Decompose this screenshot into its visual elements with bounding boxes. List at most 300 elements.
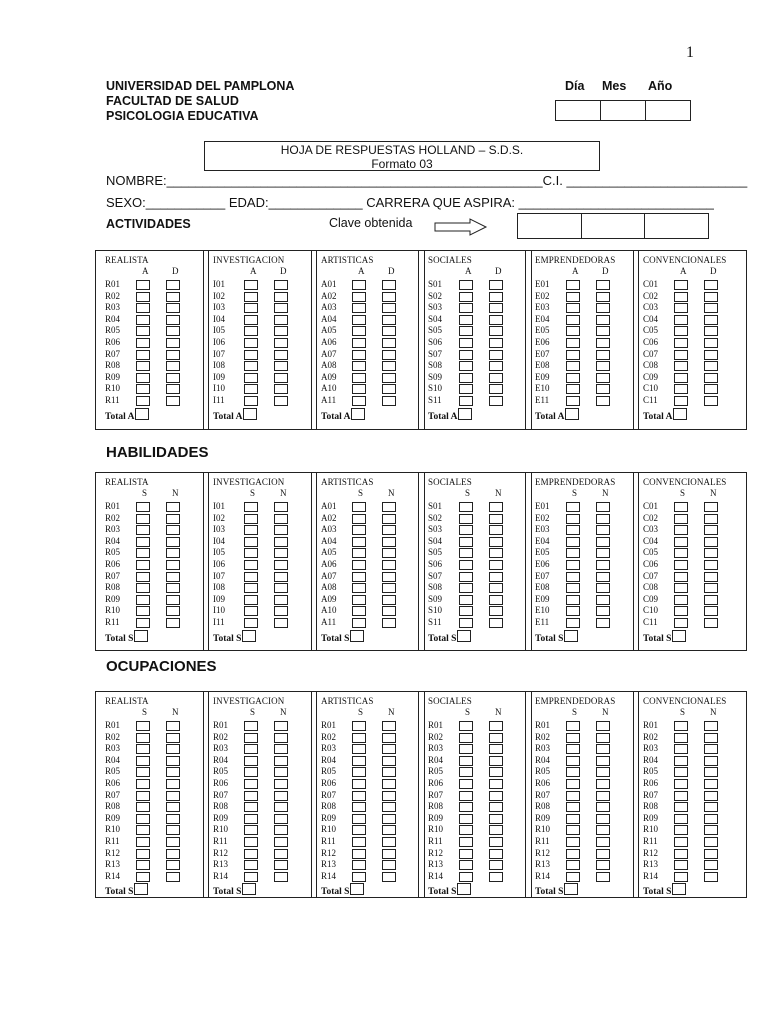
answer-checkbox-2[interactable] [489, 606, 503, 616]
answer-checkbox-2[interactable] [596, 744, 610, 754]
answer-checkbox-1[interactable] [674, 514, 688, 524]
answer-checkbox-2[interactable] [704, 791, 718, 801]
answer-checkbox-1[interactable] [136, 849, 150, 859]
answer-checkbox-1[interactable] [566, 721, 580, 731]
answer-checkbox-1[interactable] [674, 350, 688, 360]
answer-checkbox-2[interactable] [596, 802, 610, 812]
answer-checkbox-1[interactable] [566, 791, 580, 801]
answer-checkbox-1[interactable] [244, 292, 258, 302]
answer-checkbox-1[interactable] [244, 779, 258, 789]
answer-checkbox-2[interactable] [274, 326, 288, 336]
answer-checkbox-2[interactable] [704, 338, 718, 348]
answer-checkbox-2[interactable] [274, 721, 288, 731]
answer-checkbox-2[interactable] [274, 560, 288, 570]
answer-checkbox-2[interactable] [596, 292, 610, 302]
answer-checkbox-2[interactable] [489, 292, 503, 302]
answer-checkbox-1[interactable] [566, 525, 580, 535]
answer-checkbox-2[interactable] [274, 595, 288, 605]
answer-checkbox-2[interactable] [489, 350, 503, 360]
answer-checkbox-1[interactable] [566, 606, 580, 616]
answer-checkbox-2[interactable] [274, 825, 288, 835]
answer-checkbox-1[interactable] [352, 361, 366, 371]
answer-checkbox-1[interactable] [136, 537, 150, 547]
answer-checkbox-2[interactable] [596, 350, 610, 360]
answer-checkbox-2[interactable] [704, 767, 718, 777]
answer-checkbox-2[interactable] [704, 303, 718, 313]
answer-checkbox-2[interactable] [274, 292, 288, 302]
answer-checkbox-2[interactable] [274, 373, 288, 383]
answer-checkbox-1[interactable] [674, 303, 688, 313]
answer-checkbox-1[interactable] [566, 502, 580, 512]
answer-checkbox-1[interactable] [459, 572, 473, 582]
answer-checkbox-1[interactable] [674, 384, 688, 394]
answer-checkbox-2[interactable] [166, 525, 180, 535]
answer-checkbox-2[interactable] [704, 537, 718, 547]
answer-checkbox-2[interactable] [704, 502, 718, 512]
answer-checkbox-1[interactable] [459, 595, 473, 605]
answer-checkbox-1[interactable] [352, 849, 366, 859]
answer-checkbox-1[interactable] [459, 373, 473, 383]
answer-checkbox-1[interactable] [136, 791, 150, 801]
answer-checkbox-2[interactable] [382, 814, 396, 824]
answer-checkbox-1[interactable] [352, 338, 366, 348]
answer-checkbox-2[interactable] [704, 860, 718, 870]
total-box[interactable] [350, 630, 364, 642]
answer-checkbox-2[interactable] [596, 303, 610, 313]
answer-checkbox-2[interactable] [596, 618, 610, 628]
answer-checkbox-1[interactable] [352, 292, 366, 302]
clave-box-1[interactable] [518, 214, 582, 238]
answer-checkbox-2[interactable] [489, 756, 503, 766]
answer-checkbox-1[interactable] [674, 733, 688, 743]
answer-checkbox-1[interactable] [566, 618, 580, 628]
answer-checkbox-1[interactable] [674, 572, 688, 582]
total-box[interactable] [134, 883, 148, 895]
answer-checkbox-2[interactable] [489, 338, 503, 348]
answer-checkbox-1[interactable] [459, 514, 473, 524]
answer-checkbox-1[interactable] [244, 396, 258, 406]
answer-checkbox-2[interactable] [166, 779, 180, 789]
total-box[interactable] [672, 630, 686, 642]
answer-checkbox-1[interactable] [352, 373, 366, 383]
answer-checkbox-1[interactable] [566, 303, 580, 313]
answer-checkbox-2[interactable] [166, 396, 180, 406]
answer-checkbox-1[interactable] [244, 514, 258, 524]
answer-checkbox-1[interactable] [352, 814, 366, 824]
answer-checkbox-1[interactable] [459, 315, 473, 325]
answer-checkbox-2[interactable] [274, 779, 288, 789]
answer-checkbox-2[interactable] [596, 825, 610, 835]
answer-checkbox-1[interactable] [136, 303, 150, 313]
answer-checkbox-1[interactable] [244, 560, 258, 570]
answer-checkbox-1[interactable] [244, 849, 258, 859]
answer-checkbox-1[interactable] [674, 837, 688, 847]
answer-checkbox-1[interactable] [352, 280, 366, 290]
answer-checkbox-2[interactable] [596, 525, 610, 535]
answer-checkbox-2[interactable] [704, 872, 718, 882]
answer-checkbox-1[interactable] [459, 326, 473, 336]
answer-checkbox-1[interactable] [566, 756, 580, 766]
answer-checkbox-1[interactable] [459, 814, 473, 824]
answer-checkbox-2[interactable] [274, 514, 288, 524]
answer-checkbox-1[interactable] [136, 350, 150, 360]
answer-checkbox-2[interactable] [274, 502, 288, 512]
answer-checkbox-2[interactable] [489, 315, 503, 325]
answer-checkbox-1[interactable] [566, 802, 580, 812]
answer-checkbox-2[interactable] [704, 373, 718, 383]
answer-checkbox-2[interactable] [166, 514, 180, 524]
answer-checkbox-1[interactable] [352, 791, 366, 801]
answer-checkbox-1[interactable] [136, 280, 150, 290]
answer-checkbox-1[interactable] [352, 618, 366, 628]
answer-checkbox-2[interactable] [489, 744, 503, 754]
answer-checkbox-2[interactable] [489, 537, 503, 547]
answer-checkbox-2[interactable] [596, 595, 610, 605]
answer-checkbox-1[interactable] [136, 767, 150, 777]
total-box[interactable] [135, 408, 149, 420]
answer-checkbox-2[interactable] [704, 756, 718, 766]
answer-checkbox-2[interactable] [274, 525, 288, 535]
answer-checkbox-1[interactable] [459, 779, 473, 789]
clave-box-2[interactable] [582, 214, 646, 238]
answer-checkbox-1[interactable] [136, 525, 150, 535]
answer-checkbox-1[interactable] [136, 595, 150, 605]
answer-checkbox-2[interactable] [166, 837, 180, 847]
answer-checkbox-2[interactable] [166, 572, 180, 582]
answer-checkbox-2[interactable] [166, 767, 180, 777]
answer-checkbox-2[interactable] [382, 583, 396, 593]
total-box[interactable] [458, 408, 472, 420]
answer-checkbox-2[interactable] [704, 548, 718, 558]
answer-checkbox-2[interactable] [166, 606, 180, 616]
total-box[interactable] [243, 408, 257, 420]
answer-checkbox-1[interactable] [459, 791, 473, 801]
answer-checkbox-1[interactable] [136, 756, 150, 766]
answer-checkbox-1[interactable] [566, 767, 580, 777]
answer-checkbox-2[interactable] [596, 872, 610, 882]
answer-checkbox-1[interactable] [674, 326, 688, 336]
answer-checkbox-2[interactable] [382, 756, 396, 766]
answer-checkbox-2[interactable] [274, 548, 288, 558]
answer-checkbox-2[interactable] [596, 606, 610, 616]
answer-checkbox-2[interactable] [382, 767, 396, 777]
answer-checkbox-1[interactable] [352, 583, 366, 593]
answer-checkbox-1[interactable] [566, 744, 580, 754]
answer-checkbox-2[interactable] [704, 825, 718, 835]
answer-checkbox-1[interactable] [566, 350, 580, 360]
answer-checkbox-2[interactable] [596, 814, 610, 824]
answer-checkbox-2[interactable] [596, 779, 610, 789]
answer-checkbox-2[interactable] [274, 849, 288, 859]
answer-checkbox-2[interactable] [704, 595, 718, 605]
answer-checkbox-2[interactable] [489, 721, 503, 731]
answer-checkbox-2[interactable] [166, 537, 180, 547]
answer-checkbox-1[interactable] [244, 525, 258, 535]
answer-checkbox-2[interactable] [166, 361, 180, 371]
answer-checkbox-2[interactable] [166, 502, 180, 512]
answer-checkbox-1[interactable] [459, 872, 473, 882]
answer-checkbox-2[interactable] [596, 315, 610, 325]
answer-checkbox-2[interactable] [704, 733, 718, 743]
answer-checkbox-2[interactable] [274, 767, 288, 777]
answer-checkbox-1[interactable] [459, 548, 473, 558]
answer-checkbox-1[interactable] [459, 756, 473, 766]
answer-checkbox-2[interactable] [274, 338, 288, 348]
answer-checkbox-2[interactable] [274, 396, 288, 406]
answer-checkbox-2[interactable] [382, 860, 396, 870]
answer-checkbox-1[interactable] [566, 595, 580, 605]
answer-checkbox-2[interactable] [382, 384, 396, 394]
answer-checkbox-1[interactable] [566, 814, 580, 824]
answer-checkbox-2[interactable] [704, 618, 718, 628]
answer-checkbox-2[interactable] [382, 802, 396, 812]
answer-checkbox-1[interactable] [244, 537, 258, 547]
answer-checkbox-2[interactable] [166, 744, 180, 754]
answer-checkbox-1[interactable] [566, 280, 580, 290]
answer-checkbox-1[interactable] [136, 814, 150, 824]
answer-checkbox-1[interactable] [136, 326, 150, 336]
answer-checkbox-2[interactable] [166, 825, 180, 835]
answer-checkbox-1[interactable] [674, 396, 688, 406]
answer-checkbox-2[interactable] [596, 537, 610, 547]
answer-checkbox-1[interactable] [136, 373, 150, 383]
answer-checkbox-1[interactable] [244, 721, 258, 731]
answer-checkbox-2[interactable] [166, 315, 180, 325]
answer-checkbox-1[interactable] [244, 837, 258, 847]
answer-checkbox-1[interactable] [244, 315, 258, 325]
answer-checkbox-2[interactable] [382, 872, 396, 882]
answer-checkbox-2[interactable] [274, 606, 288, 616]
answer-checkbox-1[interactable] [459, 744, 473, 754]
answer-checkbox-2[interactable] [704, 384, 718, 394]
answer-checkbox-2[interactable] [274, 814, 288, 824]
answer-checkbox-2[interactable] [596, 583, 610, 593]
answer-checkbox-2[interactable] [596, 326, 610, 336]
answer-checkbox-2[interactable] [382, 837, 396, 847]
answer-checkbox-2[interactable] [382, 560, 396, 570]
answer-checkbox-2[interactable] [274, 537, 288, 547]
answer-checkbox-2[interactable] [274, 744, 288, 754]
answer-checkbox-2[interactable] [489, 384, 503, 394]
answer-checkbox-1[interactable] [352, 837, 366, 847]
answer-checkbox-1[interactable] [136, 802, 150, 812]
answer-checkbox-1[interactable] [674, 595, 688, 605]
answer-checkbox-2[interactable] [596, 502, 610, 512]
answer-checkbox-1[interactable] [459, 303, 473, 313]
answer-checkbox-1[interactable] [244, 791, 258, 801]
answer-checkbox-1[interactable] [566, 396, 580, 406]
answer-checkbox-1[interactable] [352, 595, 366, 605]
answer-checkbox-1[interactable] [136, 560, 150, 570]
answer-checkbox-2[interactable] [596, 767, 610, 777]
answer-checkbox-1[interactable] [459, 733, 473, 743]
answer-checkbox-2[interactable] [704, 802, 718, 812]
answer-checkbox-2[interactable] [596, 396, 610, 406]
answer-checkbox-2[interactable] [489, 502, 503, 512]
answer-checkbox-1[interactable] [674, 860, 688, 870]
answer-checkbox-2[interactable] [704, 721, 718, 731]
answer-checkbox-1[interactable] [674, 315, 688, 325]
answer-checkbox-1[interactable] [244, 280, 258, 290]
answer-checkbox-2[interactable] [704, 525, 718, 535]
answer-checkbox-1[interactable] [352, 802, 366, 812]
day-box[interactable] [556, 101, 601, 120]
answer-checkbox-1[interactable] [244, 767, 258, 777]
answer-checkbox-1[interactable] [352, 779, 366, 789]
answer-checkbox-1[interactable] [566, 860, 580, 870]
answer-checkbox-2[interactable] [489, 860, 503, 870]
answer-checkbox-1[interactable] [674, 618, 688, 628]
answer-checkbox-1[interactable] [674, 802, 688, 812]
answer-checkbox-1[interactable] [566, 779, 580, 789]
answer-checkbox-2[interactable] [489, 825, 503, 835]
answer-checkbox-1[interactable] [674, 814, 688, 824]
total-box[interactable] [351, 408, 365, 420]
total-box[interactable] [673, 408, 687, 420]
answer-checkbox-1[interactable] [352, 733, 366, 743]
answer-checkbox-1[interactable] [674, 537, 688, 547]
answer-checkbox-1[interactable] [674, 361, 688, 371]
answer-checkbox-2[interactable] [704, 744, 718, 754]
answer-checkbox-1[interactable] [352, 396, 366, 406]
answer-checkbox-1[interactable] [136, 361, 150, 371]
answer-checkbox-2[interactable] [166, 618, 180, 628]
answer-checkbox-1[interactable] [674, 791, 688, 801]
answer-checkbox-1[interactable] [352, 756, 366, 766]
answer-checkbox-1[interactable] [674, 373, 688, 383]
answer-checkbox-2[interactable] [489, 303, 503, 313]
answer-checkbox-1[interactable] [136, 583, 150, 593]
answer-checkbox-1[interactable] [136, 872, 150, 882]
answer-checkbox-2[interactable] [166, 814, 180, 824]
answer-checkbox-1[interactable] [244, 733, 258, 743]
answer-checkbox-2[interactable] [274, 361, 288, 371]
answer-checkbox-1[interactable] [352, 825, 366, 835]
answer-checkbox-2[interactable] [704, 779, 718, 789]
answer-checkbox-2[interactable] [489, 373, 503, 383]
answer-checkbox-1[interactable] [566, 292, 580, 302]
answer-checkbox-1[interactable] [459, 583, 473, 593]
answer-checkbox-1[interactable] [674, 280, 688, 290]
answer-checkbox-1[interactable] [352, 350, 366, 360]
answer-checkbox-1[interactable] [244, 361, 258, 371]
answer-checkbox-2[interactable] [596, 560, 610, 570]
answer-checkbox-1[interactable] [566, 572, 580, 582]
answer-checkbox-1[interactable] [459, 537, 473, 547]
answer-checkbox-1[interactable] [459, 384, 473, 394]
answer-checkbox-1[interactable] [136, 396, 150, 406]
answer-checkbox-1[interactable] [244, 606, 258, 616]
answer-checkbox-2[interactable] [489, 396, 503, 406]
answer-checkbox-2[interactable] [704, 280, 718, 290]
answer-checkbox-2[interactable] [166, 292, 180, 302]
answer-checkbox-1[interactable] [674, 606, 688, 616]
answer-checkbox-1[interactable] [244, 860, 258, 870]
answer-checkbox-2[interactable] [382, 537, 396, 547]
month-box[interactable] [601, 101, 646, 120]
total-box[interactable] [564, 630, 578, 642]
answer-checkbox-2[interactable] [274, 572, 288, 582]
answer-checkbox-2[interactable] [596, 721, 610, 731]
answer-checkbox-1[interactable] [136, 384, 150, 394]
answer-checkbox-2[interactable] [382, 373, 396, 383]
answer-checkbox-1[interactable] [352, 560, 366, 570]
answer-checkbox-2[interactable] [596, 572, 610, 582]
answer-checkbox-1[interactable] [136, 292, 150, 302]
answer-checkbox-1[interactable] [674, 560, 688, 570]
answer-checkbox-2[interactable] [382, 514, 396, 524]
answer-checkbox-2[interactable] [382, 350, 396, 360]
answer-checkbox-1[interactable] [566, 849, 580, 859]
answer-checkbox-1[interactable] [136, 779, 150, 789]
answer-checkbox-2[interactable] [382, 744, 396, 754]
answer-checkbox-2[interactable] [274, 802, 288, 812]
answer-checkbox-1[interactable] [459, 396, 473, 406]
answer-checkbox-2[interactable] [489, 791, 503, 801]
answer-checkbox-1[interactable] [566, 338, 580, 348]
answer-checkbox-1[interactable] [566, 733, 580, 743]
answer-checkbox-2[interactable] [166, 721, 180, 731]
answer-checkbox-1[interactable] [136, 733, 150, 743]
answer-checkbox-2[interactable] [704, 396, 718, 406]
answer-checkbox-1[interactable] [352, 721, 366, 731]
answer-checkbox-1[interactable] [566, 384, 580, 394]
answer-checkbox-2[interactable] [704, 350, 718, 360]
answer-checkbox-2[interactable] [382, 779, 396, 789]
answer-checkbox-1[interactable] [459, 849, 473, 859]
answer-checkbox-1[interactable] [352, 744, 366, 754]
answer-checkbox-1[interactable] [459, 618, 473, 628]
answer-checkbox-2[interactable] [382, 502, 396, 512]
answer-checkbox-2[interactable] [489, 802, 503, 812]
answer-checkbox-1[interactable] [136, 721, 150, 731]
answer-checkbox-1[interactable] [459, 525, 473, 535]
answer-checkbox-2[interactable] [166, 548, 180, 558]
answer-checkbox-1[interactable] [136, 315, 150, 325]
answer-checkbox-1[interactable] [244, 583, 258, 593]
answer-checkbox-1[interactable] [674, 338, 688, 348]
answer-checkbox-2[interactable] [489, 548, 503, 558]
answer-checkbox-1[interactable] [566, 872, 580, 882]
total-box[interactable] [457, 630, 471, 642]
answer-checkbox-1[interactable] [136, 606, 150, 616]
answer-checkbox-2[interactable] [489, 872, 503, 882]
answer-checkbox-2[interactable] [382, 548, 396, 558]
answer-checkbox-2[interactable] [704, 292, 718, 302]
answer-checkbox-2[interactable] [704, 315, 718, 325]
answer-checkbox-1[interactable] [674, 721, 688, 731]
answer-checkbox-2[interactable] [704, 814, 718, 824]
answer-checkbox-2[interactable] [489, 525, 503, 535]
year-box[interactable] [646, 101, 690, 120]
answer-checkbox-1[interactable] [244, 872, 258, 882]
answer-checkbox-1[interactable] [352, 860, 366, 870]
nombre-ci-field[interactable]: NOMBRE:____________________________________________________C.I. _________________________ [106, 173, 748, 188]
answer-checkbox-2[interactable] [596, 384, 610, 394]
answer-checkbox-1[interactable] [244, 572, 258, 582]
total-box[interactable] [242, 883, 256, 895]
answer-checkbox-2[interactable] [596, 280, 610, 290]
answer-checkbox-1[interactable] [244, 303, 258, 313]
answer-checkbox-2[interactable] [166, 802, 180, 812]
answer-checkbox-1[interactable] [674, 756, 688, 766]
answer-checkbox-1[interactable] [136, 548, 150, 558]
total-box[interactable] [672, 883, 686, 895]
answer-checkbox-2[interactable] [596, 733, 610, 743]
answer-checkbox-1[interactable] [674, 744, 688, 754]
answer-checkbox-1[interactable] [674, 767, 688, 777]
answer-checkbox-2[interactable] [489, 814, 503, 824]
